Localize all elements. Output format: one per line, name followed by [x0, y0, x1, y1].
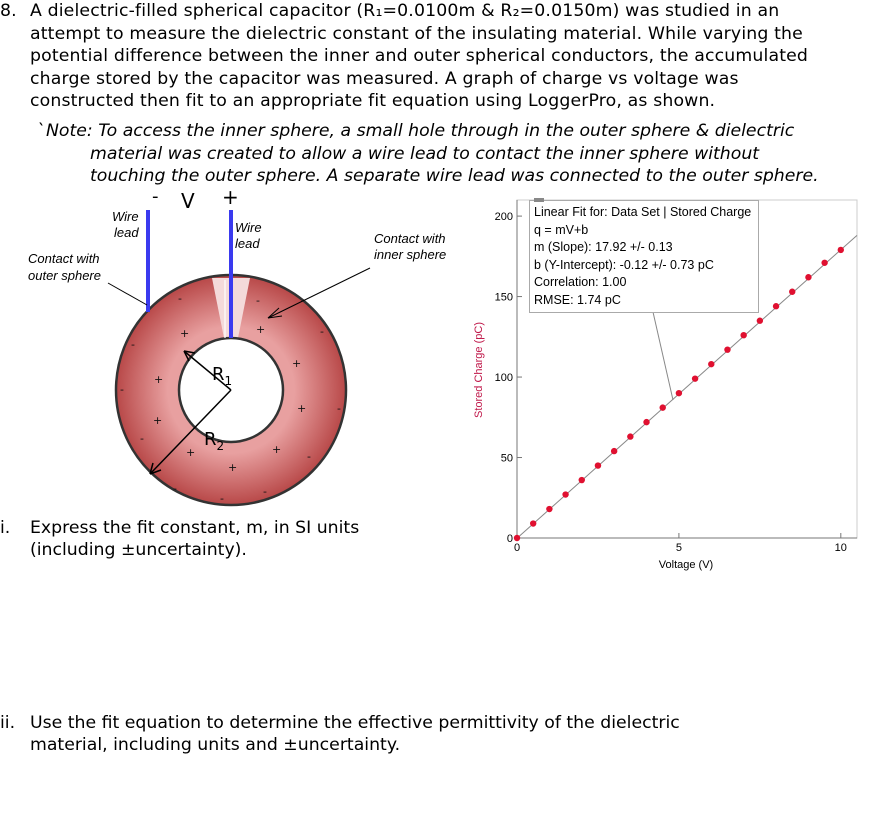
- data-point: [579, 477, 585, 483]
- data-point: [546, 506, 552, 512]
- svg-text:+: +: [186, 446, 196, 459]
- fit-correlation: Correlation: 1.00: [534, 275, 627, 289]
- linear-fit-box: [529, 200, 759, 313]
- fit-rmse: RMSE: 1.74 pC: [534, 292, 621, 307]
- data-point: [757, 318, 763, 324]
- svg-text:-: -: [178, 292, 182, 305]
- svg-text:-: -: [320, 325, 324, 338]
- subquestion-ii-number: ii.: [0, 713, 16, 733]
- y-tick-label: 100: [494, 372, 513, 385]
- capacitor-diagram: [0, 180, 470, 510]
- note-line: touching the outer sphere. A separate wire lead was connected to the outer sphere.: [90, 166, 819, 186]
- x-tick-label: 5: [675, 542, 682, 554]
- minus-sign: -: [152, 186, 159, 207]
- contact-inner-label: inner sphere: [374, 247, 447, 262]
- y-tick-label: 50: [500, 452, 513, 465]
- subquestion-line: (including ±uncertainty).: [30, 540, 247, 560]
- data-point: [643, 419, 649, 425]
- question-line: potential difference between the inner and outer spherical conductors, the accumulated: [30, 46, 809, 66]
- subquestion-ii: [30, 712, 680, 756]
- svg-text:+: +: [228, 461, 238, 474]
- svg-text:+: +: [256, 323, 266, 336]
- contact-outer-label: Contact with: [28, 251, 100, 266]
- note-tick: `: [36, 121, 45, 141]
- wire-lead-left-label: Wire: [112, 209, 139, 224]
- data-point: [676, 390, 682, 396]
- svg-text:-: -: [337, 402, 341, 415]
- x-axis-label: Voltage (V): [658, 559, 714, 571]
- data-point: [595, 462, 601, 468]
- svg-text:+: +: [180, 327, 190, 340]
- y-tick-label: 200: [494, 211, 513, 224]
- y-axis-label: Stored Charge (pC): [473, 322, 485, 418]
- svg-text:-: -: [120, 383, 124, 396]
- wire-lead-right-label: lead: [235, 236, 260, 251]
- subquestion-line: Use the fit equation to determine the effective permittivity of the dielectric: [30, 713, 680, 733]
- question-line: constructed then fit to an appropriate fit equation using LoggerPro, as shown.: [30, 91, 716, 111]
- svg-text:+: +: [153, 414, 163, 427]
- data-point: [692, 375, 698, 381]
- data-point: [724, 346, 730, 352]
- fit-intercept: b (Y-Intercept): -0.12 +/- 0.73 pC: [534, 257, 714, 272]
- data-point: [838, 247, 844, 253]
- data-point: [805, 274, 811, 280]
- subquestion-i: [30, 517, 359, 561]
- svg-text:-: -: [140, 432, 144, 445]
- x-tick-label: 0: [513, 542, 521, 554]
- data-point: [627, 433, 633, 439]
- data-point: [773, 303, 779, 309]
- voltage-label: V: [181, 189, 195, 213]
- data-point: [611, 448, 617, 454]
- data-point: [660, 404, 666, 410]
- data-point: [562, 491, 568, 497]
- svg-text:-: -: [263, 485, 267, 498]
- question-number: 8.: [0, 1, 17, 21]
- fit-callout-line: [653, 312, 673, 400]
- svg-text:-: -: [256, 294, 260, 307]
- note-line: material was created to allow a wire lead to contact the inner sphere without: [90, 143, 760, 164]
- data-point: [708, 361, 714, 367]
- svg-text:-: -: [173, 482, 177, 495]
- fit-box-handle[interactable]: [534, 198, 544, 202]
- data-point: [821, 260, 827, 266]
- data-point: [530, 520, 536, 526]
- fit-equation: q = mV+b: [534, 222, 589, 237]
- wire-lead-left-label: lead: [114, 225, 139, 240]
- subquestion-i-number: i.: [0, 518, 11, 538]
- svg-text:-: -: [220, 492, 224, 505]
- svg-text:-: -: [307, 450, 311, 463]
- contact-inner-label: Contact with: [374, 231, 446, 246]
- question-line: A dielectric-filled spherical capacitor (R₁=0.0100m & R₂=0.0150m) was studied in an: [30, 1, 780, 21]
- svg-text:+: +: [297, 402, 307, 415]
- data-point: [740, 332, 746, 338]
- data-point: [514, 535, 520, 541]
- contact-outer-label: outer sphere: [28, 268, 101, 283]
- svg-text:+: +: [272, 443, 282, 456]
- subquestion-line: material, including units and ±uncertainty.: [30, 735, 401, 755]
- plus-sign: +: [222, 185, 239, 209]
- x-tick-label: 10: [834, 542, 847, 554]
- question-line: charge stored by the capacitor was measured. A graph of charge vs voltage was: [30, 68, 739, 89]
- svg-text:+: +: [154, 373, 164, 386]
- subquestion-line: Express the fit constant, m, in SI units: [30, 518, 360, 538]
- fit-title: Linear Fit for: Data Set | Stored Charge: [534, 205, 752, 219]
- data-point: [789, 289, 795, 295]
- svg-text:-: -: [131, 338, 135, 351]
- svg-text:+: +: [292, 357, 302, 370]
- fit-slope: m (Slope): 17.92 +/- 0.13: [534, 240, 673, 254]
- y-tick-label: 150: [494, 291, 513, 304]
- question-body: [30, 0, 890, 113]
- question-line: attempt to measure the dielectric constant of the insulating material. While varying the: [30, 23, 803, 44]
- y-tick-label: 0: [506, 533, 513, 545]
- r2-label: $R_2$: [204, 429, 225, 453]
- r1-label: $R_1$: [212, 364, 233, 388]
- wire-lead-right-label: Wire: [235, 220, 262, 235]
- note-line: Note: To access the inner sphere, a small hole through in the outer sphere & dielectric: [46, 121, 795, 141]
- contact-outer-arrow: [108, 283, 147, 305]
